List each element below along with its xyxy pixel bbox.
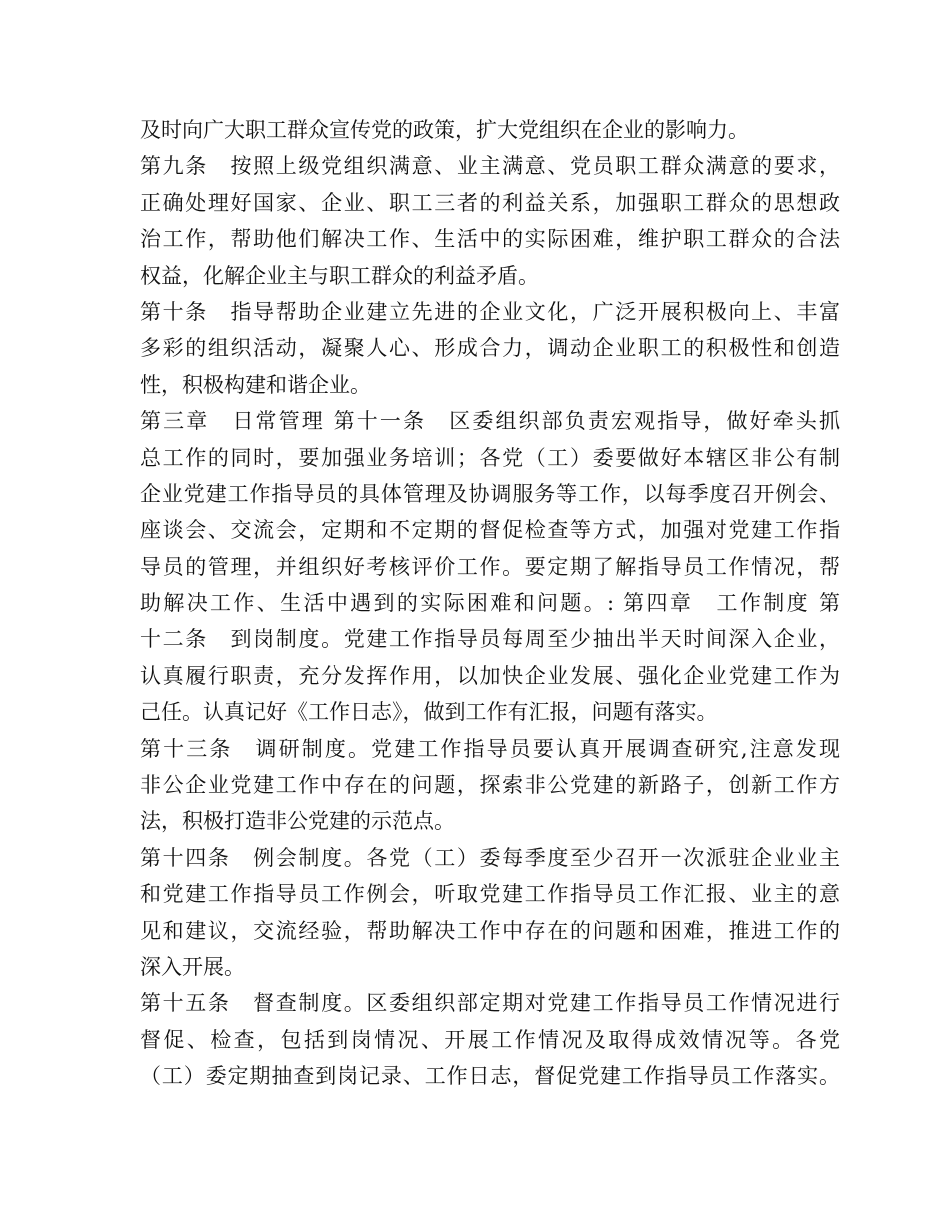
- text-line: 己任。认真记好《工作日志》，做到工作有汇报，问题有落实。: [140, 700, 718, 725]
- text-line: 第九条 按照上级党组织满意、业主满意、党员职工群众满意的要求，: [140, 154, 840, 179]
- text-line: 导员的管理，并组织好考核评价工作。要定期了解指导员工作情况，帮: [140, 554, 840, 579]
- text-line: 法，积极打造非公党建的示范点。: [140, 809, 455, 834]
- text-line: 和党建工作指导员工作例会，听取党建工作指导员工作汇报、业主的意: [140, 882, 840, 907]
- text-line: 第十条 指导帮助企业建立先进的企业文化，广泛开展积极向上、丰富: [140, 299, 840, 324]
- text-line: 座谈会、交流会，定期和不定期的督促检查等方式，加强对党建工作指: [140, 518, 840, 543]
- text-line: 总工作的同时，要加强业务培训；各党（工）委要做好本辖区非公有制: [140, 445, 840, 470]
- text-line: 权益，化解企业主与职工群众的利益矛盾。: [140, 263, 539, 288]
- text-line: 第三章 日常管理 第十一条 区委组织部负责宏观指导，做好牵头抓: [140, 409, 840, 434]
- text-line: 见和建议，交流经验，帮助解决工作中存在的问题和困难，推进工作的: [140, 918, 840, 943]
- text-line: 第十四条 例会制度。各党（工）委每季度至少召开一次派驻企业业主: [140, 845, 840, 870]
- text-line: 及时向广大职工群众宣传党的政策，扩大党组织在企业的影响力。: [140, 118, 749, 142]
- text-line: 深入开展。: [140, 954, 245, 979]
- document-body: [140, 112, 840, 1095]
- text-line: 督促、检查，包括到岗情况、开展工作情况及取得成效情况等。各党: [140, 1027, 840, 1052]
- text-line: 第十五条 督查制度。区委组织部定期对党建工作指导员工作情况进行: [140, 991, 840, 1016]
- text-line: 助解决工作、生活中遇到的实际困难和问题。: 第四章 工作制度 第: [140, 591, 840, 616]
- text-line: （工）委定期抽查到岗记录、工作日志，督促党建工作指导员工作落实。: [140, 1064, 840, 1089]
- text-line: 十二条 到岗制度。党建工作指导员每周至少抽出半天时间深入企业，: [140, 627, 840, 652]
- text-line: 多彩的组织活动，凝聚人心、形成合力，调动企业职工的积极性和创造: [140, 336, 840, 361]
- text-line: 企业党建工作指导员的具体管理及协调服务等工作，以每季度召开例会、: [140, 481, 840, 506]
- text-line: 第十三条 调研制度。党建工作指导员要认真开展调查研究,注意发现: [140, 736, 840, 761]
- text-line: 性，积极构建和谐企业。: [140, 372, 371, 397]
- text-line: 治工作，帮助他们解决工作、生活中的实际困难，维护职工群众的合法: [140, 227, 840, 252]
- text-line: 认真履行职责，充分发挥作用，以加快企业发展、强化企业党建工作为: [140, 663, 840, 688]
- text-line: 正确处理好国家、企业、职工三者的利益关系，加强职工群众的思想政: [140, 190, 840, 215]
- text-line: 非公企业党建工作中存在的问题，探索非公党建的新路子，创新工作方: [140, 773, 840, 798]
